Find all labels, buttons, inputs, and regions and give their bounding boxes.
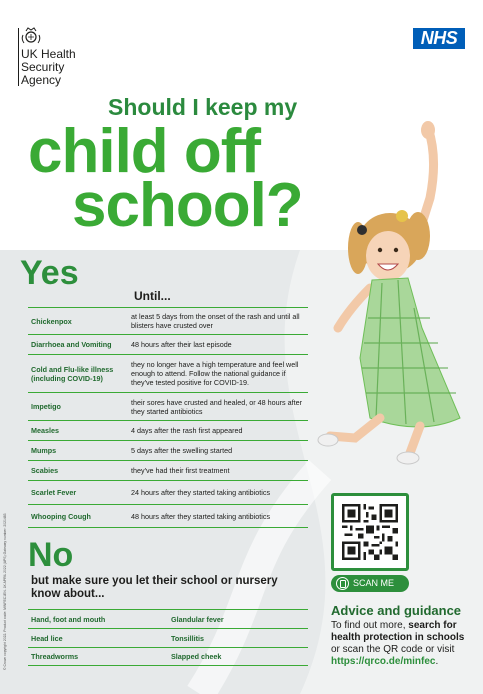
advice-text-middle: or scan the QR code or visit bbox=[331, 644, 455, 655]
royal-crest-icon bbox=[20, 26, 42, 46]
org-line-1: UK Health bbox=[21, 47, 76, 61]
nhs-logo: NHS bbox=[413, 28, 465, 49]
until-text: 5 days after the swelling started bbox=[131, 446, 233, 455]
condition-name: Chickenpox bbox=[31, 316, 72, 326]
advice-link-suffix: . bbox=[435, 656, 439, 667]
yes-table bbox=[28, 307, 308, 528]
org-line-3: Agency bbox=[21, 73, 62, 87]
condition-name: Diarrhoea and Vomiting bbox=[31, 340, 112, 349]
until-text: 4 days after the rash first appeared bbox=[131, 426, 243, 435]
ukhsa-divider bbox=[18, 28, 19, 86]
advice-link[interactable]: https://qrco.de/minfec bbox=[331, 656, 436, 667]
no-subheading: but make sure you let their school or nursery know about... bbox=[31, 575, 278, 600]
advice-title: Advice and guidance bbox=[331, 603, 462, 618]
table-row bbox=[28, 307, 308, 334]
qr-code[interactable] bbox=[331, 493, 409, 571]
scan-me-label: SCAN ME bbox=[353, 578, 395, 588]
condition-name: Tonsillitis bbox=[171, 633, 205, 643]
table-row bbox=[28, 460, 308, 480]
condition-name: Scarlet Fever bbox=[31, 488, 77, 497]
condition-name: Threadworms bbox=[31, 652, 79, 661]
copyright-note bbox=[3, 480, 11, 680]
headline-school: school? bbox=[72, 171, 303, 240]
table-row bbox=[28, 647, 308, 666]
headline-child-off: child off bbox=[28, 117, 261, 186]
condition-name: Hand, foot and mouth bbox=[31, 614, 106, 624]
table-row bbox=[28, 334, 308, 354]
condition-name: Cold and Flu-like illness (including COVID-19) bbox=[31, 364, 114, 383]
phone-icon bbox=[336, 577, 349, 590]
condition-name: Slapped cheek bbox=[171, 652, 222, 661]
table-row bbox=[28, 440, 308, 460]
jumping-child-photo bbox=[310, 118, 480, 478]
scan-me-badge[interactable] bbox=[331, 575, 409, 592]
condition-name: Glandular fever bbox=[171, 614, 224, 624]
yes-heading: Yes bbox=[20, 254, 79, 292]
until-text: at least 5 days from the onset of the rash and until all blisters have crusted over bbox=[131, 312, 300, 330]
table-row bbox=[28, 392, 308, 420]
condition-name: Impetigo bbox=[31, 402, 61, 411]
headline-question: Should I keep my bbox=[108, 94, 298, 120]
advice-search-term: search for health protection in schools bbox=[331, 620, 465, 643]
condition-name: Head lice bbox=[31, 633, 63, 643]
until-text: 48 hours after they started taking antibiotics bbox=[131, 511, 271, 521]
until-text: they no longer have a high temperature and feel well enough to attend. Follow the national guidance if they've tested positive for COVID-19. bbox=[131, 360, 299, 387]
until-text: 24 hours after they started taking antibiotics bbox=[131, 488, 271, 497]
no-heading: No bbox=[28, 536, 74, 574]
table-row bbox=[28, 420, 308, 440]
table-row bbox=[28, 609, 308, 628]
table-row bbox=[28, 628, 308, 647]
until-text: 48 hours after their last episode bbox=[131, 340, 232, 349]
copyright-text: © Crown copyright 2022. Product code: MINFEC1EN. 1K APRIL 2022 (APS) Gateway number: 2021483 bbox=[3, 513, 7, 670]
until-text: their sores have crusted and healed, or 48 hours after they started antibiotics bbox=[131, 397, 303, 416]
condition-name: Measles bbox=[31, 426, 59, 435]
until-text: they've had their first treatment bbox=[131, 466, 230, 475]
qr-code-icon bbox=[342, 504, 398, 560]
until-label: Until... bbox=[134, 289, 171, 303]
table-row bbox=[28, 504, 308, 528]
advice-text-start: To find out more, bbox=[331, 620, 409, 631]
condition-name: Mumps bbox=[31, 446, 57, 455]
ukhsa-name bbox=[21, 48, 76, 87]
advice-text bbox=[331, 620, 471, 668]
condition-name: Scabies bbox=[31, 466, 59, 475]
table-row bbox=[28, 354, 308, 392]
no-table bbox=[28, 609, 308, 666]
table-row bbox=[28, 480, 308, 504]
org-line-2: Security bbox=[21, 60, 65, 74]
condition-name: Whooping Cough bbox=[31, 511, 91, 521]
